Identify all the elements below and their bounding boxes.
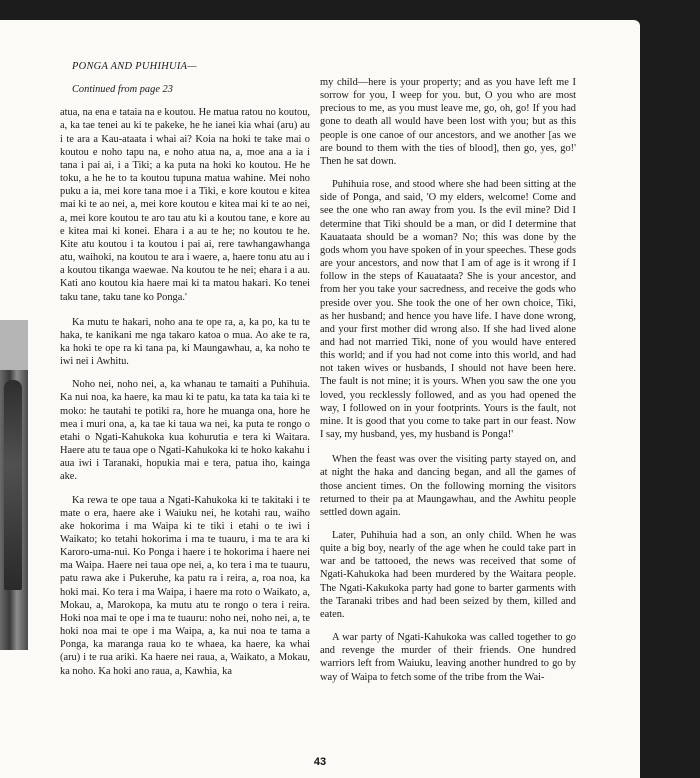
paragraph: A war party of Ngati-Kahukoka was called together to go and revenge the murder of their friends. One hundred warriors left from Waiuku, leaving another hundred to go by way of Waipa to fetch some of the tribe from the Wai- — [320, 632, 576, 683]
photo-figure — [4, 380, 22, 590]
right-column — [320, 76, 576, 694]
photo-fragment — [0, 320, 28, 650]
paragraph: When the feast was over the visiting party stayed on, and at night the haka and dancing began, and all the games of those ancient times. On the following morning the visitors returned to their pa at Maungawhau, and the Awhitu people settled down again. — [320, 454, 576, 518]
paragraph: atua, na ena e tataia na e koutou. He matua ratou no koutou, a, ka tae tenei au ki te pakeke, he he ianei kia whai (aru) au i te ara a Kau-ataata i whai ai? Koia na hoki te take mai o koutou e noho tapu na, e noho atua na, a, moe ana a ia i tana i pai ai, i a Tiki; a ka puta na hoki ko koutou. He he toku, a he he to ta koutou tupuna matua wahine. Mei noho puku a ia, mei kore tana moe i a Tiki, e kore koutou e kitea mai ki te ao nei, a, mei kore koutou e kitea mai ki te ao nei, a, mei kore koutou te aro tau atu ki a koutou tane, e kore au e kitea mai ki konei. Ehara i a au te he; no koutou te he. Kite atu koutou i ta koutou i pai ai, rere tawhangawhanga atu, waihoki, na koutou te ara i waere, a, haere tonu atu au i a koutou tikanga waewae. Na koutou te he nei; ehara i a au. Kati ano koutou kia haere mai ki ta matou hakari. Ko tenei taku tane, taku tane ko Ponga.' — [60, 107, 310, 303]
page-number: 43 — [313, 756, 327, 768]
left-column — [60, 60, 310, 688]
paragraph: Later, Puhihuia had a son, an only child. When he was quite a big boy, nearly of the age when he could take part in war and be tattooed, the news was received that some of Ngati-Kahukoka had been murdered by the Waitara people. The Ngati-Kakukoka party had gone to barter garments with the Taranaki tribes and had been seized by them, killed and eaten. — [320, 530, 576, 620]
paragraph: Ka rewa te ope taua a Ngati-Kahukoka ki te takitaki i te mate o era, haere ake i Waiuku nei, he kotahi rau, waiho ake hokorima i ma Waipa ki te tiki i etahi o te iwi i Waikato; ko tetahi hokorima i ma te tuauru, i ma te ara ki Karoro-uma-nui. Ko Ponga i haere i te hokorima i haere nei ma Waipa. Haere nei taua ope nei, a, ko tera i ma te tuauru, patu rawa ake i Pukeruhe, ka patu ra i reira, a, roa noa, ka hoki mai. Ko tera i ma Waipa, i haere ma roto o Waikato, a, Mokau, a, Marokopa, ka mutu atu te rongo o tera i reira. Hoki noa mai te ope i ma te tuauru: noho nei, noho nei, a, te hoki noa mai te ope i ma Waipa, a, ka nui noa te tama a Ponga, ka maranga raua ko te whaea, ka haere, ka whai (aru) i te rua ariki. Ka haere nei raua, a, Waikato, a Mokau, ka noho. Ka hoki ano raua, a, Kawhia, ka — [60, 494, 310, 677]
photo-highlight — [0, 320, 28, 370]
paragraph: Ka mutu te hakari, noho ana te ope ra, a, ka po, ka tu te haka, te kanikani me nga takaro katoa o mua. Ao ake te ra, ka hoki te ope ra ki tana pa, ki Maungawhau, a, ka noho te iwi nei i Awhitu. — [60, 316, 310, 368]
continued-note: Continued from page 23 — [72, 84, 173, 96]
book-page — [0, 20, 640, 778]
article-title: PONGA AND PUHIHUIA— — [72, 61, 197, 72]
paragraph: Noho nei, noho nei, a, ka whanau te tamaiti a Puhihuia. Ka nui noa, ka haere, ka mau ki te patu, ka tata ka taia ki te moko: he tautahi te potiki ra, hore he muanga ona, hore he mea i muri ona, a, ka tae ki taua wa nei, ka puta te rongo o etahi o Ngati-Kahukoka kua kohurutia e tera ki Waitara. Haere atu te taua ope o Ngati-Kahukoka ki te hoko kakahu i aua iwi i Taranaki, hopukia mai e tera, patua iho, kainga ake. — [60, 379, 310, 483]
paragraph: my child—here is your property; and as you have left me I sorrow for you, I weep for you. but, O you who are most precious to me, as you must leave me, go, oh, go! If you had gone to death all would have been lost with you; but as this people is one canoe of our ancestors, and we another [as we are bound to them with the ties of blood], then go, yes, go!' Then he sat down. — [320, 77, 576, 167]
paragraph: Puhihuia rose, and stood where she had been sitting at the side of Ponga, and said, 'O my elders, welcome! Come and see the one who ran away from you. Is the evil mine? Did I determine that Tiki should be a man, or did I determine that Kauataata should be a woman? No; this was done by the gods whom you have spoken of in your speeches. These gods are your ancestors, and now that I am of age is it wrong if I follow in the steps of Kauataata? She is your ancestor, and from her you take your sacredness, and receive the gods who preside over you. She took the one of her own choice, Tiki, as her husband; and hence you have life. I have done wrong, and your first mother did wrong also. If she had lived alone and had not married Tiki, none of you would have entered this world; and if you had not come into this world, and had not taken wives or husbands, I should not have been here. The fault is not mine; it is yours. When you saw the one you loved, you recklessly followed, and as you had opened the way, I followed on in your footprints. Yours is the fault, not mine. It is good that you come to take part in our feast. Now I say, my husband, yes, my husband is Ponga!' — [320, 179, 576, 441]
